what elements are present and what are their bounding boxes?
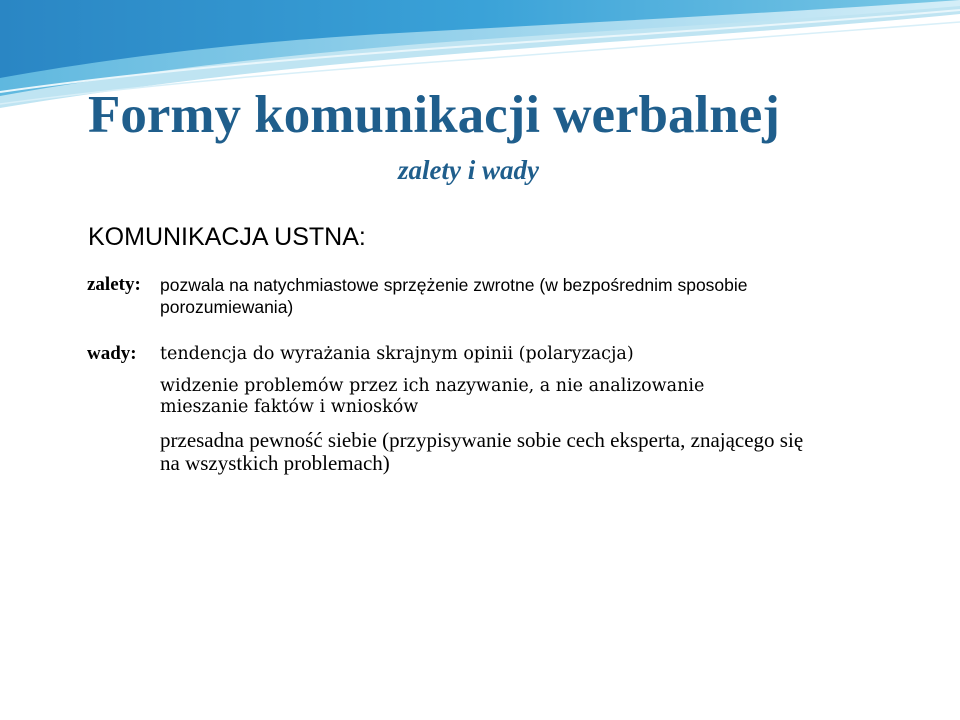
- advantages-label: zalety:: [87, 274, 141, 295]
- disadvantage-line: tendencja do wyrażania skrajnym opinii (polaryzacja): [160, 344, 634, 364]
- disadvantage-line: mieszanie faktów i wniosków: [160, 397, 419, 417]
- slide-title: Formy komunikacji werbalnej: [88, 86, 780, 144]
- disadvantage-line: widzenie problemów przez ich nazywanie, a nie analizowanie: [160, 376, 705, 396]
- advantage-line: porozumiewania): [160, 297, 294, 317]
- slide-subtitle: zalety i wady: [398, 155, 539, 185]
- disadvantage-line: przesadna pewność siebie (przypisywanie sobie cech eksperta, znającego się: [160, 428, 804, 452]
- section-heading: KOMUNIKACJA USTNA:: [88, 223, 366, 251]
- disadvantages-label: wady:: [87, 343, 137, 364]
- disadvantage-line: na wszystkich problemach): [160, 451, 390, 475]
- advantage-line: pozwala na natychmiastowe sprzężenie zwrotne (w bezpośrednim sposobie: [160, 275, 748, 295]
